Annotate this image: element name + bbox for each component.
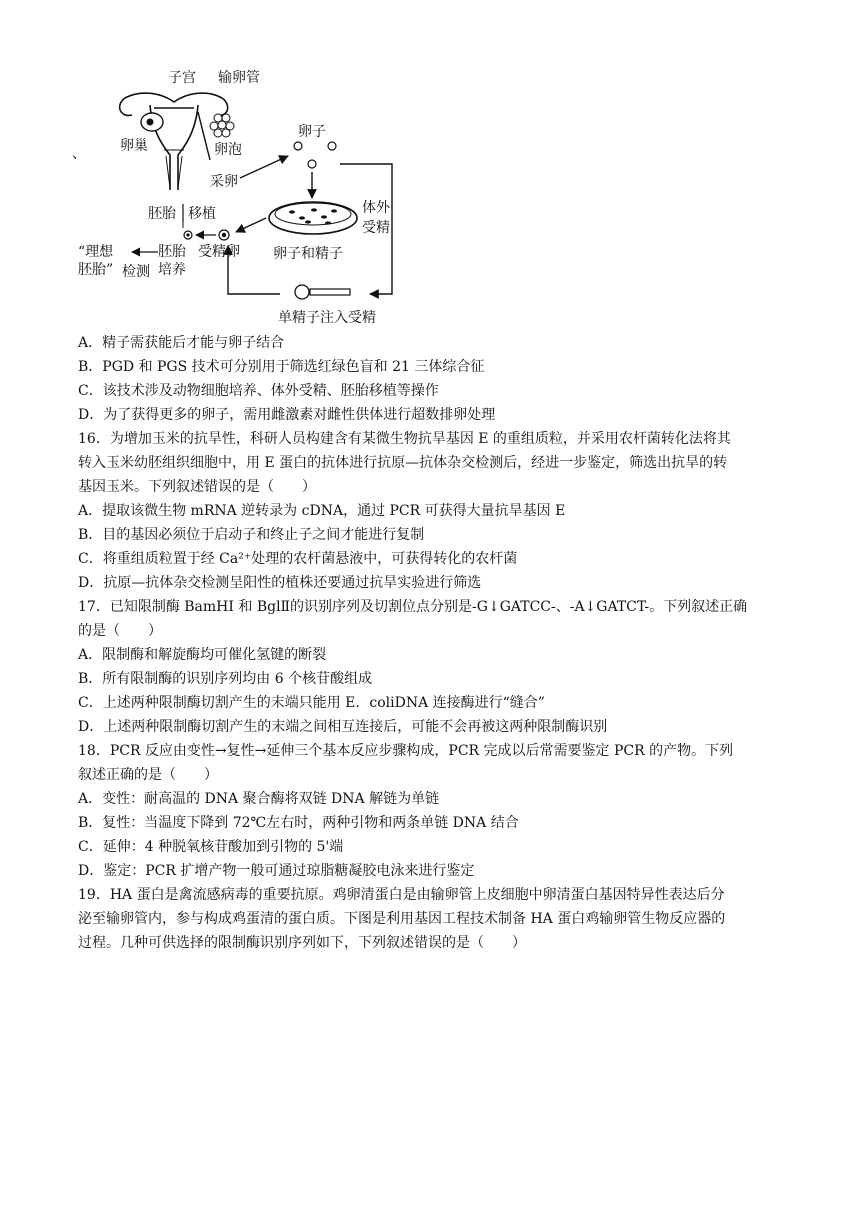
q15-option-d: D．为了获得更多的卵子，需用雌激素对雌性供体进行超数排卵处理 — [78, 407, 496, 423]
label-ideal-1: “理想 — [78, 244, 114, 260]
q16-stem-1: 16．为增加玉米的抗旱性，科研人员构建含有某微生物抗旱基因 E 的重组质粒，并采用农杆菌转化法将其 — [78, 431, 731, 447]
q16-stem-2: 转入玉米幼胚组织细胞中，用 E 蛋白的抗体进行抗原—抗体杂交检测后，经进一步鉴定，筛选出抗旱的转 — [78, 455, 728, 471]
ivf-process-diagram — [70, 60, 420, 330]
label-collect: 采卵 — [210, 174, 238, 190]
label-ivf-1: 体外 — [362, 200, 390, 216]
label-culture-1: 胚胎 — [158, 244, 186, 260]
stray-mark: 、 — [72, 146, 86, 162]
q18-option-b: B．复性：当温度下降到 72℃左右时，两种引物和两条单链 DNA 结合 — [78, 815, 519, 831]
zygote-cell — [219, 230, 229, 240]
embryo-cell — [184, 231, 192, 239]
label-transfer-2: 移植 — [188, 206, 216, 222]
q16-option-a: A．提取该微生物 mRNA 逆转录为 cDNA，通过 PCR 可获得大量抗旱基因 E — [78, 503, 566, 519]
label-egg: 卵子 — [298, 124, 326, 140]
label-detect: 检测 — [122, 264, 150, 280]
label-transfer-1: 胚胎 — [148, 206, 176, 222]
q17-option-b: B．所有限制酶的识别序列均由 6 个核苷酸组成 — [78, 671, 373, 687]
label-ovary: 卵巢 — [120, 138, 148, 154]
q16-option-c: C．将重组质粒置于经 Ca²⁺处理的农杆菌悬液中，可获得转化的农杆菌 — [78, 551, 518, 567]
label-culture-2: 培养 — [158, 262, 186, 278]
q19-stem-2: 泌至输卵管内，参与构成鸡蛋清的蛋白质。下图是利用基因工程技术制备 HA 蛋白鸡输卵管生物反应器的 — [78, 911, 726, 927]
label-zygote: 受精卵 — [198, 244, 240, 260]
q16-option-b: B．目的基因必须位于启动子和终止子之间才能进行复制 — [78, 527, 425, 543]
label-uterus: 子宫 — [168, 70, 196, 86]
q15-option-c: C．该技术涉及动物细胞培养、体外受精、胚胎移植等操作 — [78, 383, 439, 399]
q19-stem-1: 19．HA 蛋白是禽流感病毒的重要抗原。鸡卵清蛋白是由输卵管上皮细胞中卵清蛋白基因特异性表达后分 — [78, 887, 725, 903]
label-oviduct: 输卵管 — [218, 70, 260, 86]
q18-stem-2: 叙述正确的是（ ） — [78, 767, 218, 783]
petri-dish — [269, 202, 357, 234]
q19-stem-3: 过程。几种可供选择的限制酶识别序列如下，下列叙述错误的是（ ） — [78, 935, 526, 951]
q18-stem-1: 18．PCR 反应由变性→复性→延伸三个基本反应步骤构成，PCR 完成以后常需要鉴定 PCR 的产物。下列 — [78, 743, 734, 759]
q17-option-d: D．上述两种限制酶切割产生的末端之间相互连接后，可能不会再被这两种限制酶识别 — [78, 719, 608, 735]
q18-option-a: A．变性：耐高温的 DNA 聚合酶将双链 DNA 解链为单链 — [78, 791, 440, 807]
ovary-left — [141, 113, 163, 131]
q18-option-d: D．鉴定：PCR 扩增产物一般可通过琼脂糖凝胶电泳来进行鉴定 — [78, 863, 475, 879]
label-ivf-2: 受精 — [362, 220, 390, 236]
arrow-dish-to-zygote — [236, 218, 266, 232]
needle — [198, 112, 210, 160]
label-icsi: 单精子注入受精 — [278, 310, 376, 326]
q16-stem-3: 基因玉米。下列叙述错误的是（ ） — [78, 479, 316, 495]
q17-option-c: C．上述两种限制酶切割产生的末端只能用 E．coliDNA 连接酶进行“缝合” — [78, 695, 545, 711]
q18-option-c: C．延伸：4 种脱氧核苷酸加到引物的 5'端 — [78, 839, 344, 855]
arrow-collect-to-egg — [240, 156, 288, 178]
q17-stem-2: 的是（ ） — [78, 623, 162, 639]
follicle-cluster — [210, 114, 234, 137]
q15-option-b: B．PGD 和 PGS 技术可分别用于筛选红绿色盲和 21 三体综合征 — [78, 359, 485, 375]
label-ideal-2: 胚胎” — [78, 262, 114, 278]
icsi-pipette — [295, 285, 350, 299]
label-egg-sperm: 卵子和精子 — [273, 246, 343, 262]
q17-option-a: A．限制酶和解旋酶均可催化氢键的断裂 — [78, 647, 327, 663]
label-follicle: 卵泡 — [214, 142, 242, 158]
q16-option-d: D．抗原—抗体杂交检测呈阳性的植株还要通过抗旱实验进行筛选 — [78, 575, 482, 591]
q15-option-a: A．精子需获能后才能与卵子结合 — [78, 335, 285, 351]
q17-stem-1: 17．已知限制酶 BamHI 和 BglⅡ的识别序列及切割位点分别是-G↓GATCC-、-A↓GATCT-。下列叙述正确 — [78, 599, 748, 615]
egg-cells — [294, 142, 336, 168]
